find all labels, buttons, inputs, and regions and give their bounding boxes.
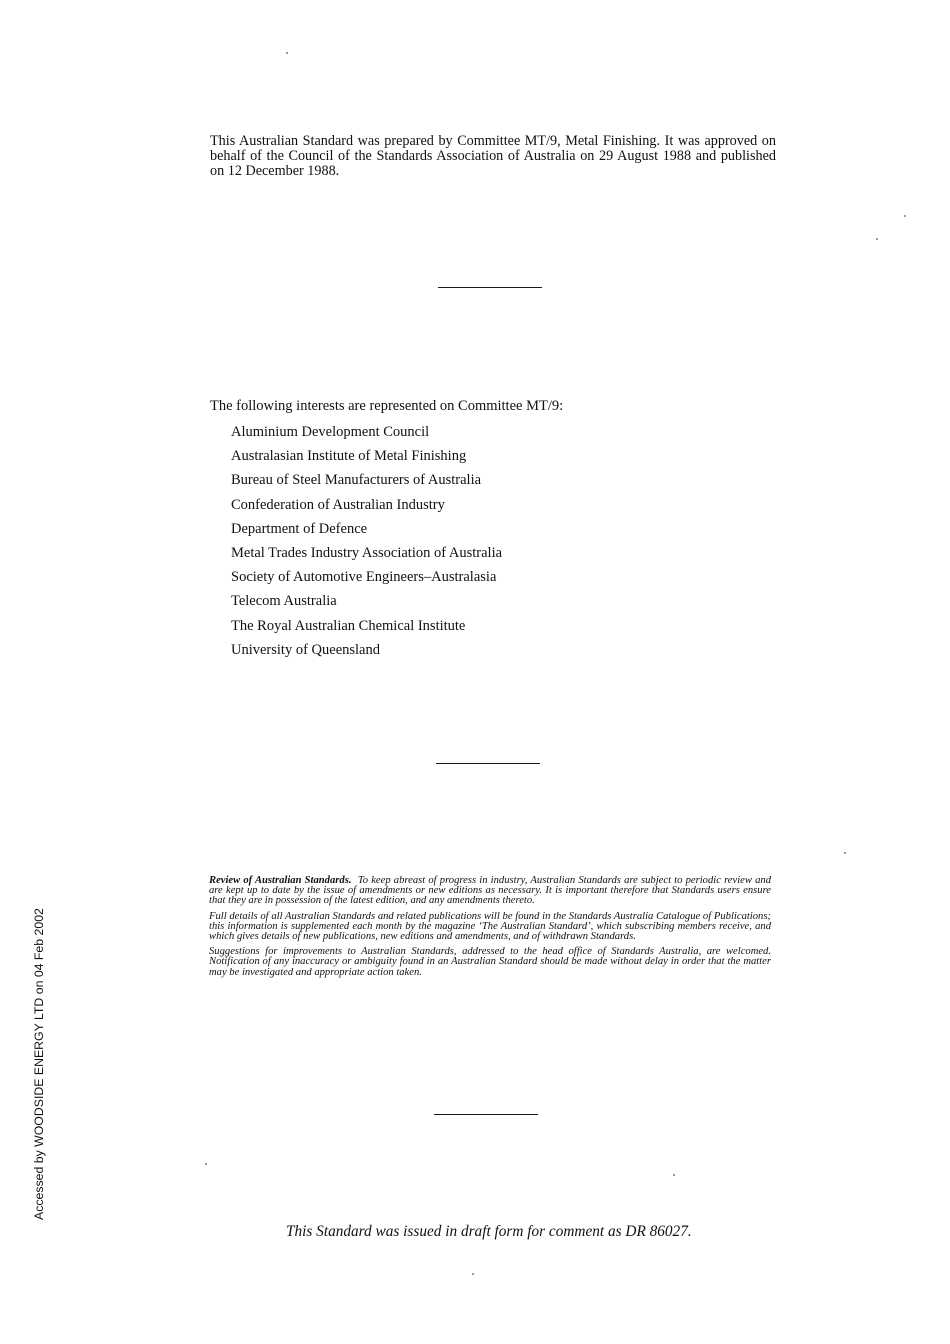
scan-speck (472, 1273, 474, 1275)
list-item: Society of Automotive Engineers–Australasia (231, 569, 497, 586)
list-item: Telecom Australia (231, 593, 337, 610)
section-divider (434, 1114, 538, 1115)
section-divider (436, 763, 540, 764)
list-item: University of Queensland (231, 641, 380, 658)
list-item: The Royal Australian Chemical Institute (231, 617, 466, 634)
section-divider (438, 287, 542, 288)
interests-list (231, 422, 502, 664)
list-item: Metal Trades Industry Association of Australia (231, 544, 503, 561)
access-stamp: Accessed by WOODSIDE ENERGY LTD on 04 Feb 2002 (32, 908, 46, 1220)
suggestions-note: Suggestions for improvements to Australian Standards, addressed to the head office of Standards Australia, are welcomed. Notification of any inaccuracy or ambiguity found in an Australian Standard should be made without delay in order that the matter may be investigated and appropriate action taken. (209, 946, 771, 978)
list-item: Aluminium Development Council (231, 424, 430, 440)
scan-speck (286, 52, 288, 54)
scan-speck (876, 238, 878, 240)
standards-notes (209, 876, 771, 983)
scan-speck (673, 1174, 675, 1176)
scan-speck (205, 1163, 207, 1165)
scan-speck (904, 215, 906, 217)
review-note-title: Review of Australian Standards. (209, 875, 352, 886)
catalogue-note: Full details of all Australian Standards and related publications will be found in the Standards Australia Catalogue of Publications; this information is supplemented each month by the magazine ‘The Australian Standard’, which subscribing members receive, and which gives details of new publications, new editions and amendments, and of withdrawn Standards. (209, 910, 771, 943)
draft-note: This Standard was issued in draft form for comment as DR 86027. (286, 1223, 692, 1240)
scan-speck (844, 852, 846, 854)
intro-paragraph: This Australian Standard was prepared by Committee MT/9, Metal Finishing. It was approved on behalf of the Council of the Standards Association of Australia on 29 August 1988 and published on 12 December 1988. (210, 133, 776, 179)
interests-heading: The following interests are represented on Committee MT/9: (210, 398, 564, 414)
review-note-body: To keep abreast of progress in industry, Australian Standards are subject to periodic review and are kept up to date by the issue of amendments or new editions as necessary. It is important therefore that Standards users ensure that they are in possession of the latest edition, and any amendments thereto. (209, 875, 771, 907)
list-item: Confederation of Australian Industry (231, 496, 445, 513)
list-item: Bureau of Steel Manufacturers of Australia (231, 472, 482, 489)
review-note (209, 876, 771, 907)
list-item: Department of Defence (231, 520, 368, 537)
list-item: Australasian Institute of Metal Finishing (231, 448, 467, 465)
